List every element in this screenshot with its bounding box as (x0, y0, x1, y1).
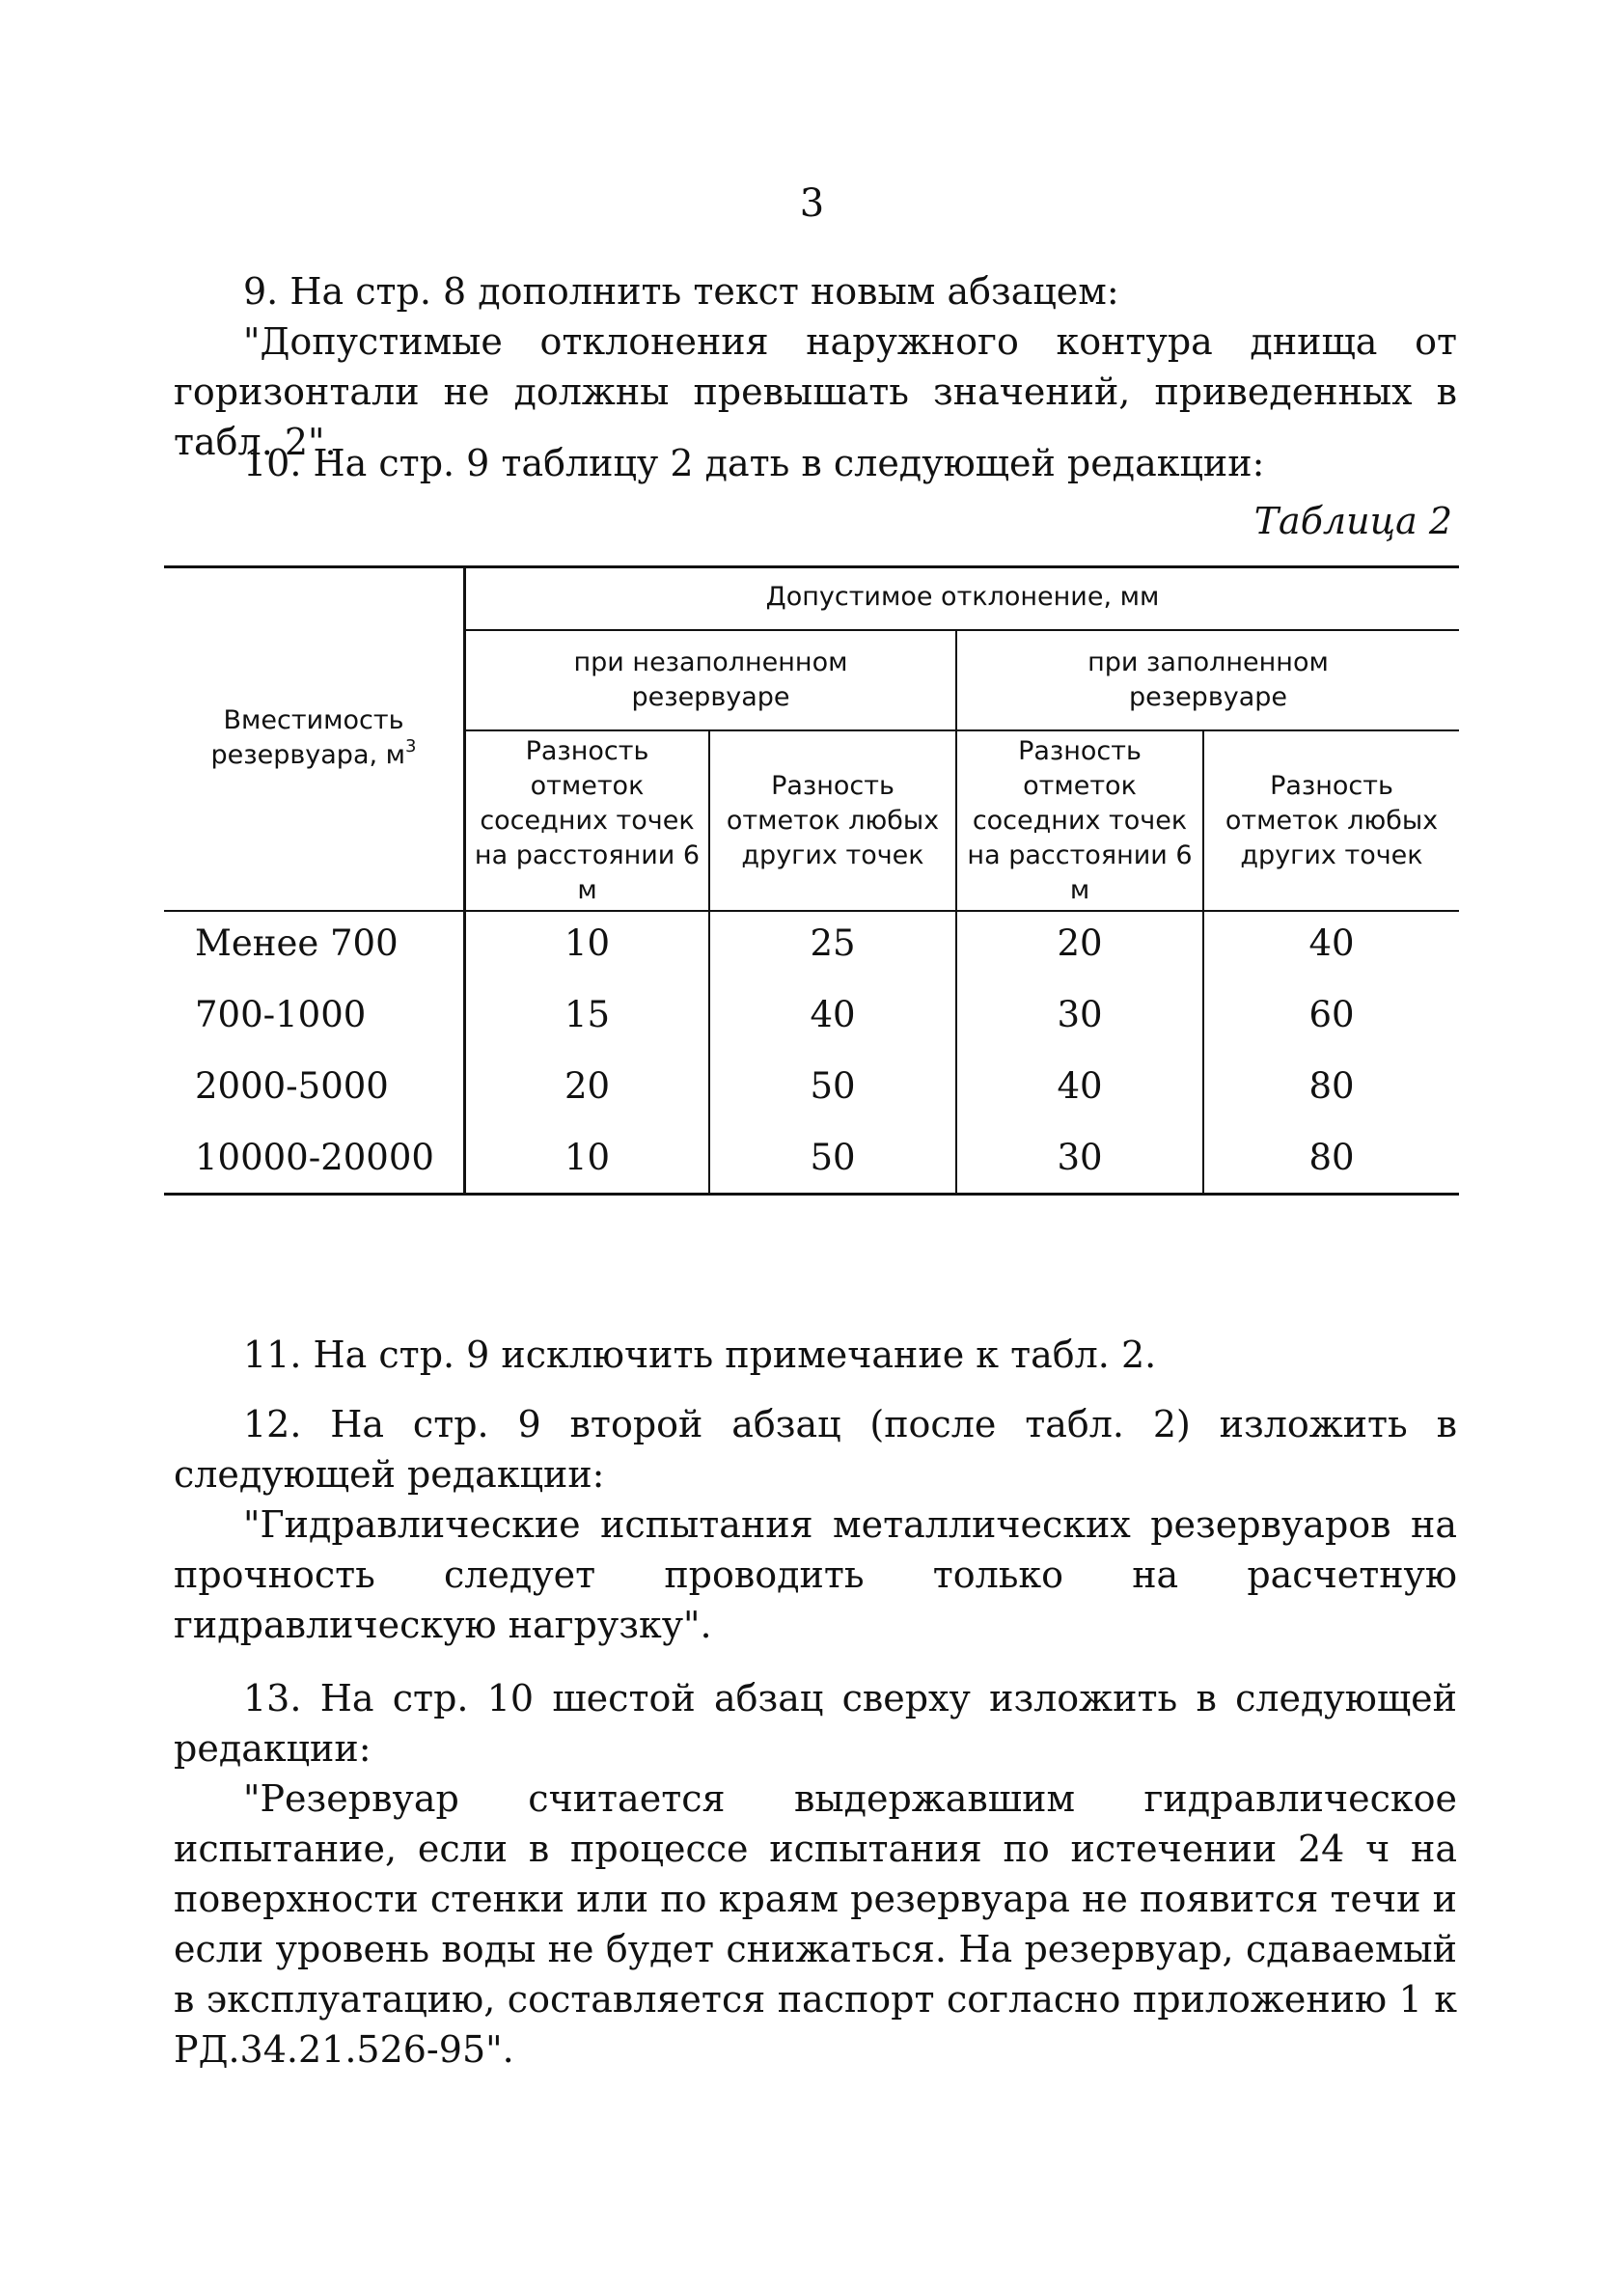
table-cell-value: 20 (1057, 922, 1103, 964)
table-cell-capacity: 2000-5000 (195, 1065, 389, 1107)
capacity-header-sup: 3 (405, 735, 417, 756)
table-cell-capacity: Менее 700 (195, 922, 399, 964)
table-bottom-rule (164, 1193, 1459, 1196)
paragraph-12-quote: "Гидравлические испытания металлических резервуаров на прочность следует проводить только на расчетную гидравлическую нагрузку". (174, 1503, 1457, 1646)
table-cell-value: 25 (810, 922, 856, 964)
paragraph-13-quote: "Резервуар считается выдержавшим гидравлическое испытание, если в процессе испытания по истечении 24 ч на поверхности стенки или по краям резервуара не появится течи и если уровень воды не будет снижаться. На резервуар, сдаваемый в эксплуатацию, составляется паспорт согласно приложению 1 к РД.34.21.526-95". (174, 1777, 1457, 2071)
table-label: Таблица 2 (1253, 500, 1452, 542)
paragraph-10: 10. На стр. 9 таблицу 2 дать в следующей редакции: (243, 442, 1265, 484)
deviation-header: Допустимое отклонение, мм (765, 582, 1160, 612)
table-cell-capacity: 10000-20000 (195, 1137, 434, 1178)
filled-adjacent-header (957, 731, 1202, 910)
table-cell-value: 40 (810, 994, 856, 1035)
table-header-rule (164, 910, 1459, 912)
page-number: 3 (799, 181, 825, 226)
table-cell-value: 80 (1308, 1065, 1355, 1107)
filled-any-header (1204, 731, 1459, 910)
filled-tank-header (957, 631, 1459, 729)
table-cell-value: 10 (564, 1137, 611, 1178)
table-cell-value: 40 (1057, 1065, 1103, 1107)
table-cell-value: 50 (810, 1137, 856, 1178)
table-cell-value: 50 (810, 1065, 856, 1107)
paragraph-9: 9. На стр. 8 дополнить текст новым абзацем: (243, 270, 1119, 313)
table-cell-value: 20 (564, 1065, 611, 1107)
deviation-table (164, 565, 1459, 1195)
paragraph-12: 12. На стр. 9 второй абзац (после табл. 2) изложить в следующей редакции: (174, 1403, 1457, 1496)
table-cell-value: 30 (1057, 994, 1103, 1035)
empty-tank-header (466, 631, 955, 729)
capacity-header (164, 565, 463, 910)
table-cell-value: 30 (1057, 1137, 1103, 1178)
paragraph-11: 11. На стр. 9 исключить примечание к табл. 2. (243, 1334, 1157, 1376)
table-cell-value: 60 (1308, 994, 1355, 1035)
empty-adjacent-header-text: Разность отметок соседних точек на расстоянии 6 м (474, 735, 701, 905)
filled-tank-header-text: при заполненном резервуаре (1087, 647, 1329, 712)
empty-any-header-text: Разность отметок любых других точек (726, 770, 940, 870)
paragraph-9-quote: "Допустимые отклонения наружного контура днища от горизонтали не должны превышать значений, приведенных в табл. 2". (174, 320, 1457, 463)
table-cell-value: 10 (564, 922, 611, 964)
table-cell-value: 40 (1308, 922, 1355, 964)
table-cell-value: 15 (564, 994, 611, 1035)
filled-any-header-text: Разность отметок любых других точек (1225, 770, 1439, 870)
paragraph-13: 13. На стр. 10 шестой абзац сверху изложить в следующей редакции: (174, 1677, 1457, 1770)
table-cell-value: 80 (1308, 1137, 1355, 1178)
filled-adjacent-header-text: Разность отметок соседних точек на расстоянии 6 м (967, 735, 1193, 905)
capacity-header-text: Вместимость резервуара, м (210, 704, 406, 770)
empty-any-header (710, 731, 955, 910)
table-cell-capacity: 700-1000 (195, 994, 367, 1035)
empty-tank-header-text: при незаполненном резервуаре (573, 647, 848, 712)
empty-adjacent-header (466, 731, 708, 910)
